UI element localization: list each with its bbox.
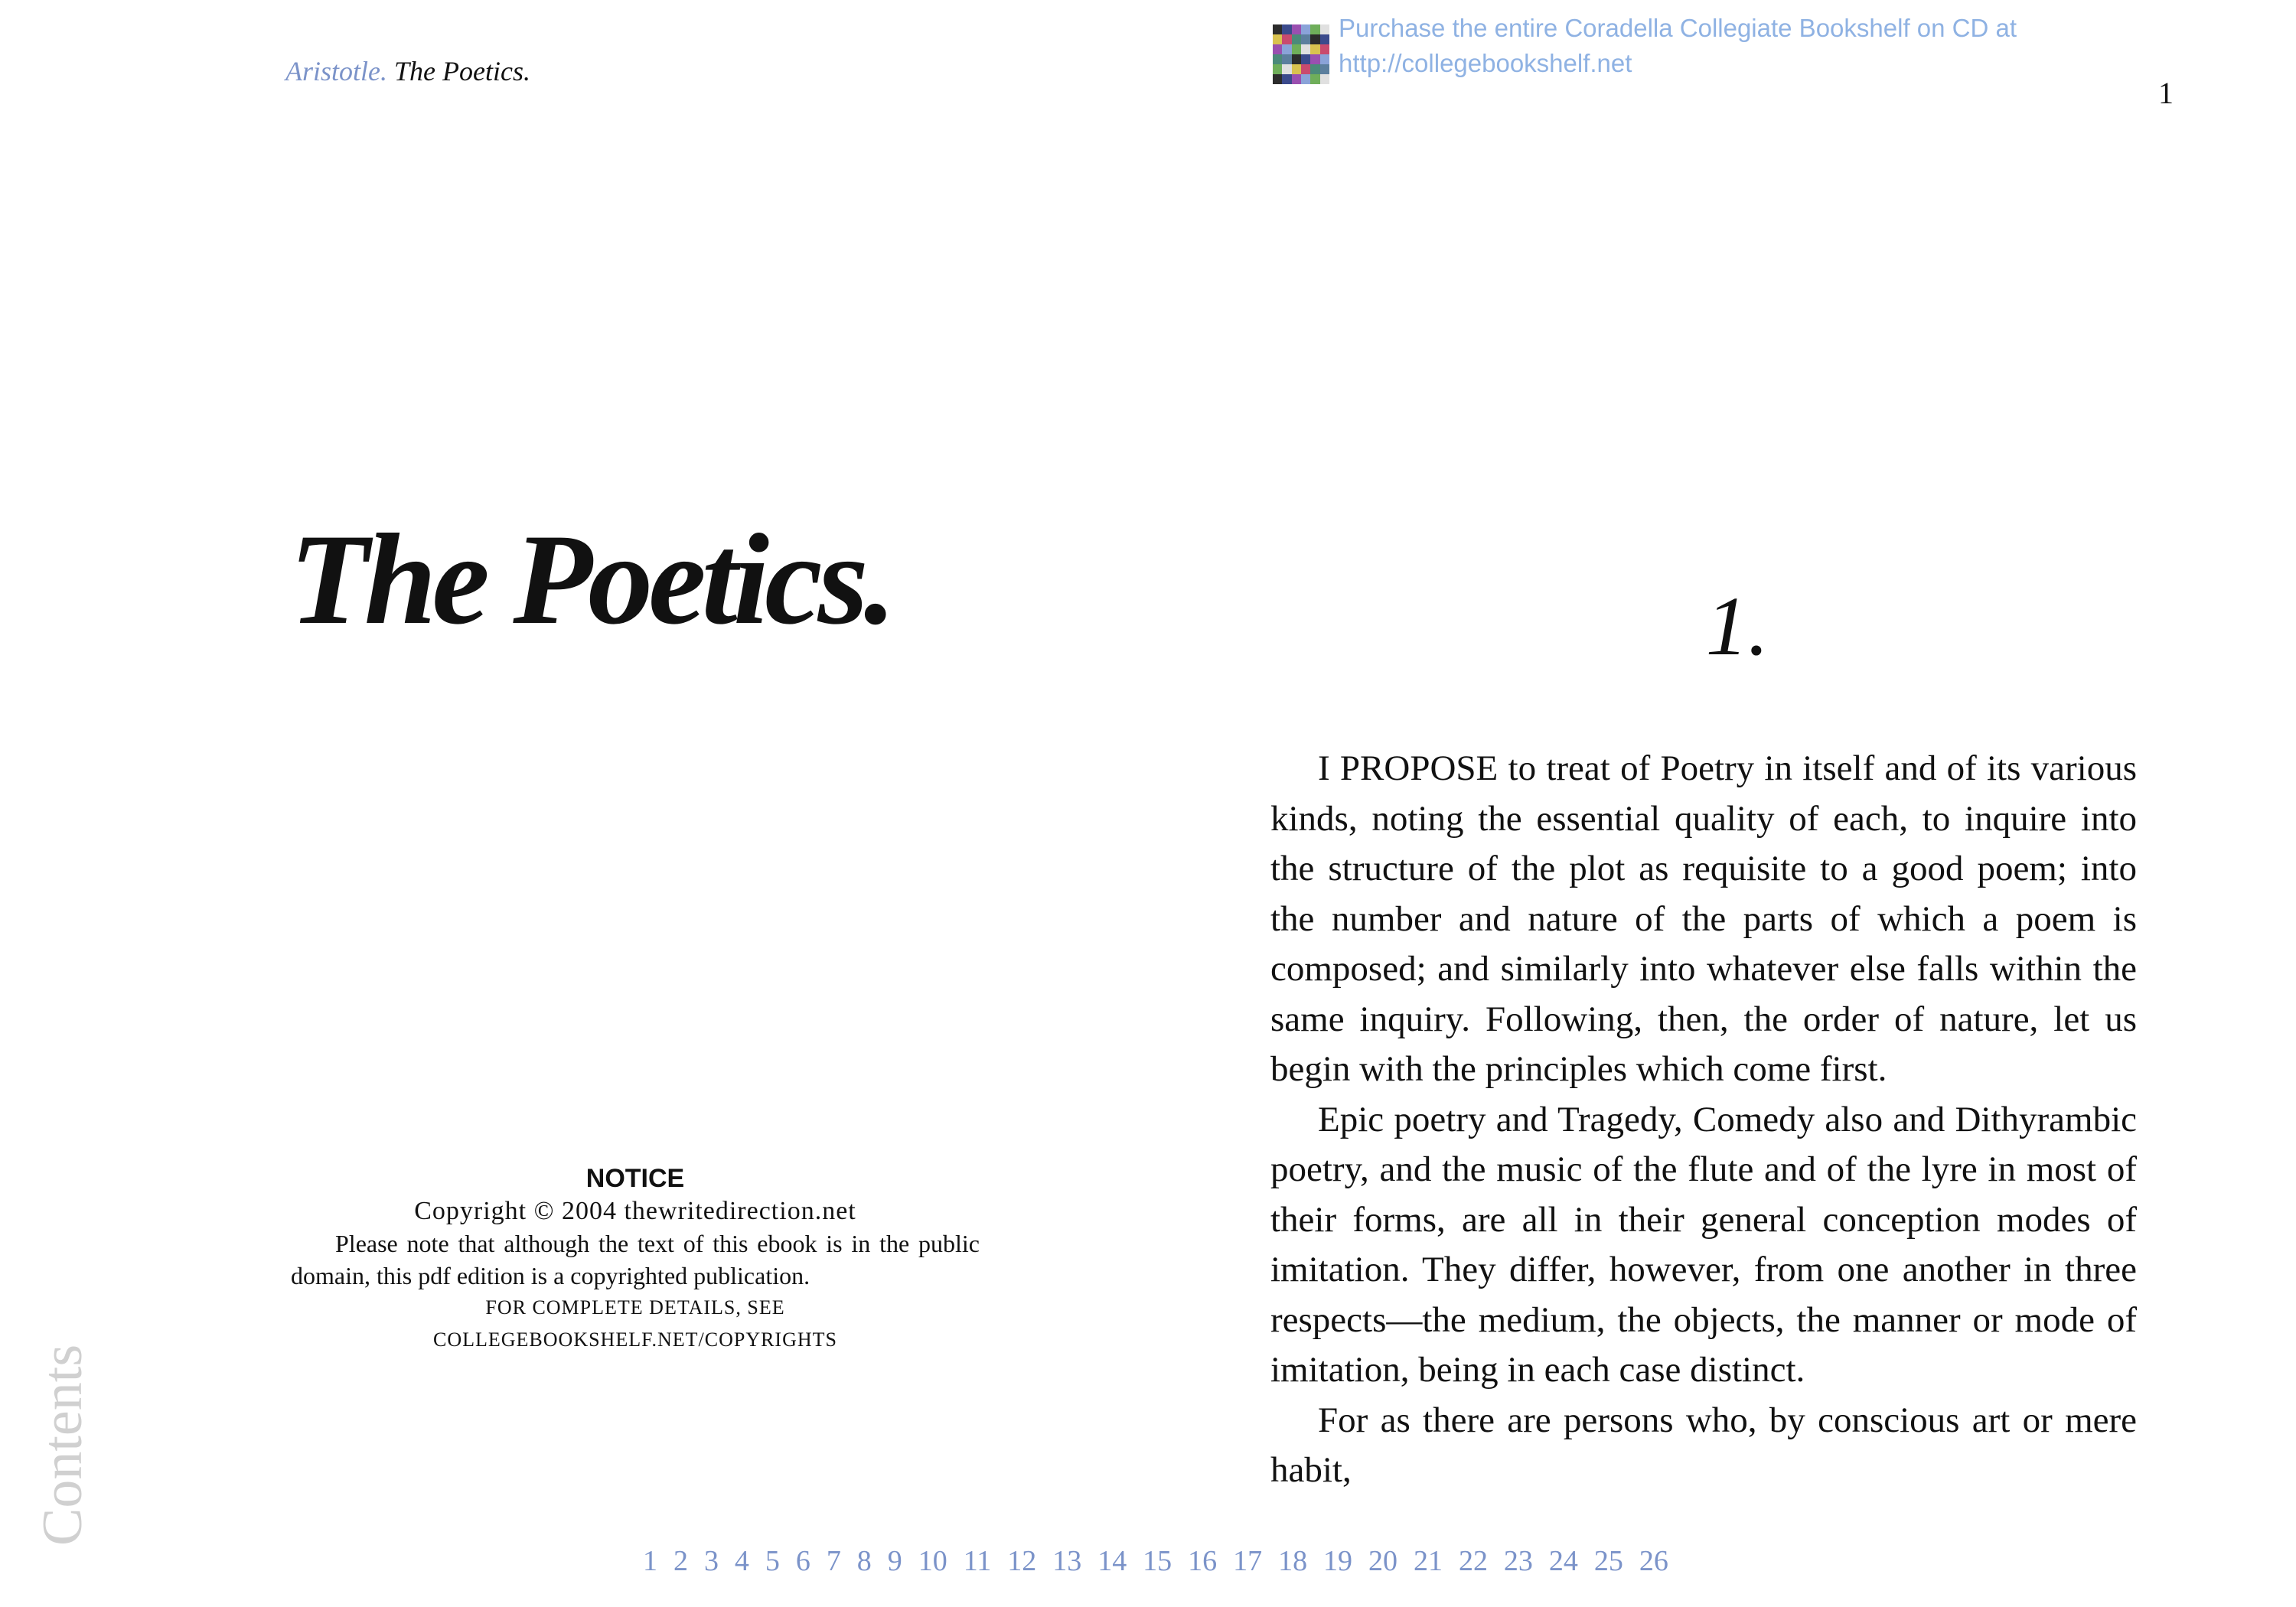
- promo-url-link[interactable]: http://collegebookshelf.net: [1339, 49, 1632, 77]
- icon-pixel: [1310, 34, 1319, 44]
- page-link-3[interactable]: 3: [703, 1545, 719, 1577]
- icon-pixel: [1301, 54, 1310, 64]
- promo-text[interactable]: [1339, 11, 2017, 81]
- contents-link[interactable]: Contents: [31, 1344, 94, 1546]
- icon-pixel: [1301, 44, 1310, 54]
- chapter-body: [1270, 744, 2137, 1496]
- page-link-13[interactable]: 13: [1052, 1545, 1082, 1577]
- icon-pixel: [1320, 74, 1329, 84]
- icon-pixel: [1273, 74, 1282, 84]
- page-link-16[interactable]: 16: [1188, 1545, 1218, 1577]
- page-link-23[interactable]: 23: [1503, 1545, 1533, 1577]
- book-title: The Poetics.: [289, 507, 892, 651]
- icon-pixel: [1310, 54, 1319, 64]
- icon-pixel: [1320, 64, 1329, 74]
- page-link-18[interactable]: 18: [1278, 1545, 1308, 1577]
- notice-details-line-1: FOR COMPLETE DETAILS, SEE: [485, 1296, 785, 1319]
- icon-pixel: [1292, 74, 1301, 84]
- body-paragraph-3: For as there are persons who, by conscious art or mere habit,: [1270, 1400, 2137, 1490]
- icon-pixel: [1301, 74, 1310, 84]
- notice-details-line-2: COLLEGEBOOKSHELF.NET/COPYRIGHTS: [433, 1328, 837, 1351]
- icon-pixel: [1282, 64, 1291, 74]
- icon-pixel: [1292, 44, 1301, 54]
- icon-pixel: [1320, 34, 1329, 44]
- page-number: 1: [2158, 76, 2174, 110]
- chapter-number: 1.: [1705, 579, 1769, 673]
- page-link-17[interactable]: 17: [1233, 1545, 1263, 1577]
- page-link-8[interactable]: 8: [856, 1545, 872, 1577]
- icon-pixel: [1273, 24, 1282, 34]
- page-link-7[interactable]: 7: [826, 1545, 841, 1577]
- icon-pixel: [1310, 24, 1319, 34]
- page-link-9[interactable]: 9: [887, 1545, 902, 1577]
- icon-pixel: [1320, 44, 1329, 54]
- icon-pixel: [1273, 64, 1282, 74]
- page-link-20[interactable]: 20: [1368, 1545, 1397, 1577]
- icon-pixel: [1301, 64, 1310, 74]
- bookshelf-cd-icon[interactable]: [1273, 24, 1329, 84]
- page-link-22[interactable]: 22: [1458, 1545, 1488, 1577]
- icon-pixel: [1310, 44, 1319, 54]
- page-link-26[interactable]: 26: [1639, 1545, 1668, 1577]
- page-link-14[interactable]: 14: [1097, 1545, 1127, 1577]
- icon-pixel: [1273, 54, 1282, 64]
- icon-pixel: [1273, 34, 1282, 44]
- icon-pixel: [1292, 24, 1301, 34]
- promo-line-1[interactable]: Purchase the entire Coradella Collegiate Bookshelf on CD at: [1339, 14, 2017, 42]
- running-head: [285, 55, 530, 87]
- icon-pixel: [1292, 64, 1301, 74]
- icon-pixel: [1310, 64, 1319, 74]
- icon-pixel: [1282, 34, 1291, 44]
- page-link-4[interactable]: 4: [734, 1545, 749, 1577]
- page-link-2[interactable]: 2: [673, 1545, 688, 1577]
- body-paragraph-2: Epic poetry and Tragedy, Comedy also and Dithyrambic poetry, and the music of the flute and of the lyre in most of their forms, are all in their general conception modes of imitation. They differ, however, from one another in three respects—the medium, the objects, the manner or mode of imitation, being in each case distinct.: [1270, 1099, 2137, 1390]
- page-link-11[interactable]: 11: [963, 1545, 992, 1577]
- promo-banner[interactable]: [1273, 11, 2017, 84]
- icon-pixel: [1282, 44, 1291, 54]
- icon-pixel: [1292, 34, 1301, 44]
- copyright-notice: [268, 1162, 1003, 1356]
- page-link-21[interactable]: 21: [1413, 1545, 1443, 1577]
- page-link-5[interactable]: 5: [765, 1545, 780, 1577]
- icon-pixel: [1273, 44, 1282, 54]
- page-link-6[interactable]: 6: [795, 1545, 810, 1577]
- icon-pixel: [1320, 24, 1329, 34]
- notice-heading: NOTICE: [585, 1164, 685, 1193]
- icon-pixel: [1320, 54, 1329, 64]
- icon-pixel: [1310, 74, 1319, 84]
- page-link-15[interactable]: 15: [1143, 1545, 1172, 1577]
- icon-pixel: [1282, 74, 1291, 84]
- icon-pixel: [1301, 24, 1310, 34]
- notice-body: Please note that although the text of this ebook is in the public domain, this pdf edition is a copyrighted publication.: [291, 1230, 980, 1289]
- page-link-1[interactable]: 1: [643, 1545, 657, 1577]
- running-head-author-link[interactable]: Aristotle.: [285, 56, 387, 86]
- icon-pixel: [1292, 54, 1301, 64]
- page-navigation: [643, 1544, 1668, 1578]
- running-head-title: The Poetics.: [394, 56, 530, 86]
- page-link-10[interactable]: 10: [918, 1545, 947, 1577]
- page-link-24[interactable]: 24: [1548, 1545, 1578, 1577]
- page-link-12[interactable]: 12: [1007, 1545, 1037, 1577]
- notice-copyright: Copyright © 2004 thewritedirection.net: [414, 1197, 856, 1225]
- icon-pixel: [1282, 24, 1291, 34]
- icon-pixel: [1301, 34, 1310, 44]
- icon-pixel: [1282, 54, 1291, 64]
- body-paragraph-1: I PROPOSE to treat of Poetry in itself and of its various kinds, noting the essential quality of each, to inquire into the structure of the plot as requisite to a good poem; into the number and nature of the parts of which a poem is composed; and similarly into whatever else falls within the same inquiry. Following, then, the order of nature, let us begin with the principles which come first.: [1270, 748, 2137, 1089]
- page-link-19[interactable]: 19: [1323, 1545, 1353, 1577]
- page-link-25[interactable]: 25: [1593, 1545, 1623, 1577]
